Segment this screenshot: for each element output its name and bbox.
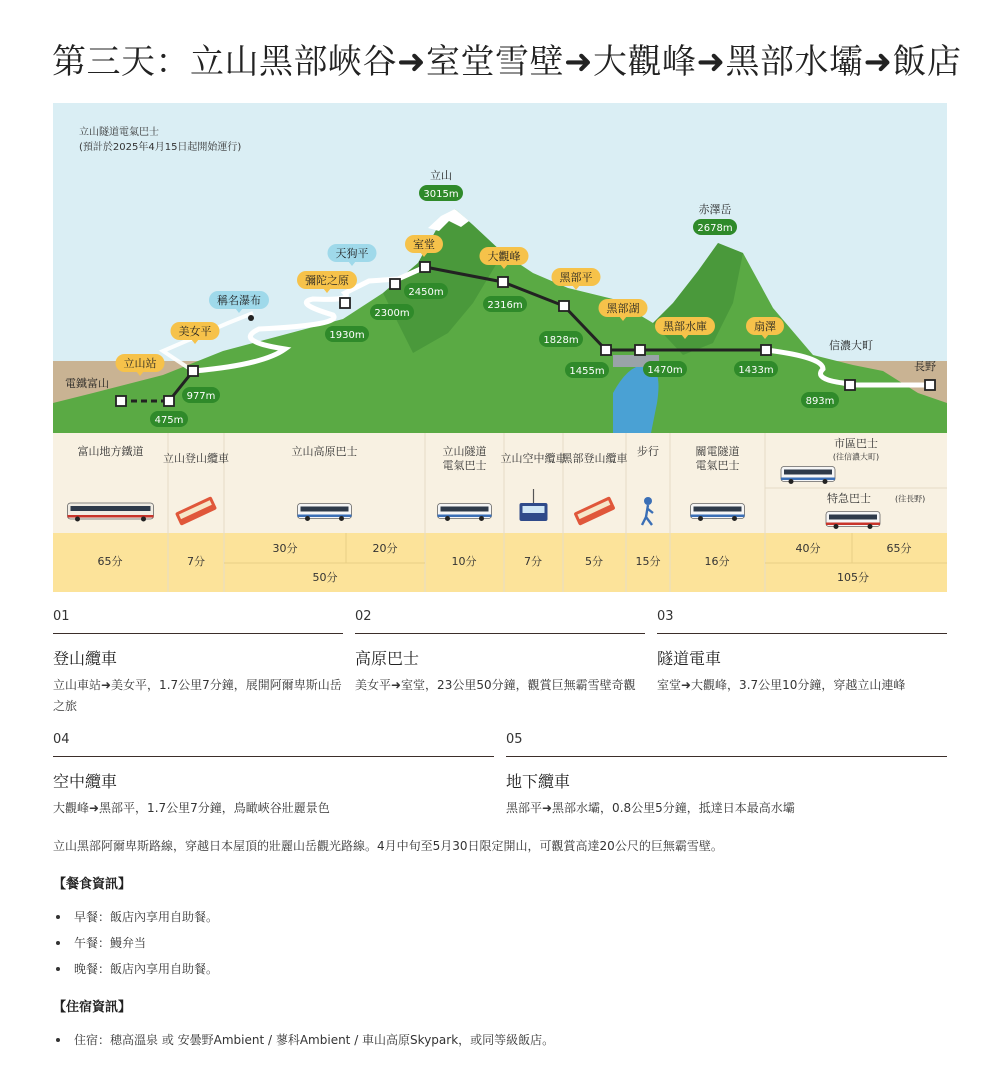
travel-time: 10分: [451, 555, 477, 568]
page-title: 第三天：立山黑部峽谷➜室堂雪壁➜大觀峰➜黑部水壩➜飯店: [52, 42, 962, 82]
section-02: [355, 609, 645, 709]
station-label: 稱名瀑布: [217, 294, 261, 307]
travel-time: 65分: [97, 555, 123, 568]
station-marker: [390, 279, 400, 289]
electric-bus-icon-wheel: [479, 516, 484, 521]
transport-subtitle: (往長野): [895, 494, 926, 504]
section-number: 05: [506, 732, 523, 747]
station-label: 彌陀之原: [305, 274, 349, 287]
train-icon-wheel: [75, 517, 80, 522]
ropeway-icon: [523, 506, 545, 513]
transport-name: 特急巴士: [827, 492, 871, 505]
train-icon-wheel: [141, 517, 146, 522]
bus-icon-stripe: [781, 478, 835, 481]
list-item: 晚餐：飯店內享用自助餐。: [53, 956, 218, 982]
transport-name: 電氣巴士: [695, 459, 740, 472]
station-label: 黑部平: [559, 271, 593, 284]
section-description: 大觀峰➜黑部平，1.7公里7分鐘，鳥瞰峽谷壯麗景色: [53, 801, 330, 815]
train-icon-stripe: [68, 515, 154, 518]
transport-name: 立山登山纜車: [163, 452, 229, 465]
elevation-label: 3015m: [423, 189, 459, 200]
electric-bus-icon-wheel: [445, 516, 450, 521]
station-label: 黑部水庫: [663, 320, 707, 333]
travel-time: 65分: [886, 542, 912, 555]
section-number: 02: [355, 609, 372, 624]
list-item: 午餐：鰻弁当: [53, 930, 218, 956]
station-label: 大觀峰: [487, 250, 521, 263]
transport-subtitle: (往信濃大町): [832, 452, 880, 462]
section-description: 立山車站➜美女平，1.7公里7分鐘，展開阿爾卑斯山岳之旅: [53, 678, 342, 713]
travel-time: 5分: [585, 555, 603, 568]
station-marker: [116, 396, 126, 406]
station-marker: [340, 298, 350, 308]
section-01: [53, 609, 343, 713]
lodging-heading: 【住宿資訊】: [53, 1000, 132, 1015]
express-bus-icon-stripe: [826, 523, 880, 526]
note-line-1: 立山隧道電氣巴士: [79, 127, 159, 138]
station-marker: [635, 345, 645, 355]
electric-bus-icon-stripe: [691, 515, 745, 518]
section-description: 美女平➜室堂，23公里50分鐘，觀賞巨無霸雪壁奇觀: [355, 678, 636, 692]
elevation-label: 475m: [154, 415, 184, 426]
travel-time: 40分: [795, 542, 821, 555]
transport-name: 立山空中纜車: [500, 452, 567, 465]
elevation-label: 893m: [805, 396, 835, 407]
section-divider: [53, 633, 343, 634]
travel-time: 30分: [272, 542, 298, 555]
transport-name: 立山高原巴士: [291, 445, 358, 458]
electric-bus-icon-windows: [441, 507, 489, 512]
elevation-label: 2450m: [408, 287, 444, 298]
elevation-label: 1828m: [543, 335, 579, 346]
station-marker: [164, 396, 174, 406]
note-line-2: (預計於2025年4月15日起開始運行): [79, 142, 242, 153]
station-marker: [925, 380, 935, 390]
section-number: 03: [657, 609, 674, 624]
electric-bus-icon-wheel: [698, 516, 703, 521]
list-item: 早餐：飯店內享用自助餐。: [53, 904, 218, 930]
section-heading: 登山纜車: [53, 649, 118, 668]
section-divider: [657, 633, 947, 634]
section-divider: [506, 756, 947, 757]
transport-name: 黑部登山纜車: [561, 452, 628, 465]
travel-time: 7分: [187, 555, 205, 568]
section-03: [657, 609, 947, 709]
walking-person-icon: [644, 497, 652, 505]
station-marker: [601, 345, 611, 355]
meals-heading: 【餐食資訊】: [53, 877, 132, 892]
route-illustration: [53, 103, 947, 592]
elevation-label: 1470m: [647, 365, 683, 376]
route-intro: 立山黑部阿爾卑斯路線，穿越日本屋頂的壯麗山岳觀光路線。4月中旬至5月30日限定開山，可觀賞高達20公尺的巨無霸雪壁。: [53, 839, 723, 853]
train-icon-windows: [71, 506, 151, 511]
express-bus-icon-wheel: [868, 524, 873, 529]
travel-time: 7分: [524, 555, 542, 568]
section-number: 04: [53, 732, 70, 747]
section-description: 室堂➜大觀峰，3.7公里10分鐘，穿越立山連峰: [657, 678, 906, 692]
travel-time: 15分: [635, 555, 661, 568]
electric-bus-icon-wheel: [732, 516, 737, 521]
station-marker: [188, 366, 198, 376]
station-label: 美女平: [178, 325, 212, 338]
bus-icon-windows: [784, 470, 832, 475]
transport-name: 關電隧道: [695, 445, 740, 458]
express-bus-icon-wheel: [834, 524, 839, 529]
station-marker: [498, 277, 508, 287]
bus-icon-stripe: [298, 515, 352, 518]
section-05: [506, 732, 947, 815]
bus-icon-wheel: [789, 479, 794, 484]
travel-time: 20分: [372, 542, 398, 555]
section-heading: 地下纜車: [506, 772, 571, 791]
section-heading: 高原巴士: [355, 649, 420, 668]
travel-time: 105分: [837, 571, 869, 584]
transport-name: 電氣巴士: [442, 459, 487, 472]
station-label: 天狗平: [335, 247, 369, 260]
transport-name: 富山地方鐵道: [77, 445, 144, 458]
section-description: 黑部平➜黑部水壩，0.8公里5分鐘，抵達日本最高水壩: [506, 801, 795, 815]
station-label: 黑部湖: [606, 302, 640, 315]
peak-name: 赤澤岳: [698, 203, 732, 216]
travel-time: 50分: [312, 571, 338, 584]
transport-name: 立山隧道: [442, 445, 487, 458]
station-label: 電鐵富山: [65, 377, 109, 390]
elevation-label: 1433m: [738, 365, 774, 376]
station-marker: [420, 262, 430, 272]
route-map: [53, 103, 947, 592]
bus-icon-wheel: [823, 479, 828, 484]
peak-name: 立山: [430, 169, 452, 182]
section-heading: 隧道電車: [657, 649, 722, 668]
electric-bus-icon-windows: [694, 507, 742, 512]
elevation-label: 2316m: [487, 300, 523, 311]
elevation-label: 977m: [186, 391, 216, 402]
station-marker: [559, 301, 569, 311]
waterfall-marker: [248, 315, 254, 321]
station-marker: [761, 345, 771, 355]
transport-name: 步行: [637, 445, 659, 458]
section-heading: 空中纜車: [53, 772, 118, 791]
station-label: 信濃大町: [829, 339, 873, 352]
lodging-list: [53, 1027, 554, 1053]
section-04: [53, 732, 494, 815]
section-divider: [355, 633, 645, 634]
route-note: [79, 125, 241, 155]
station-label: 長野: [914, 360, 936, 373]
travel-time: 16分: [704, 555, 730, 568]
elevation-label: 2678m: [697, 223, 733, 234]
station-label: 扇澤: [754, 320, 776, 333]
station-label: 立山站: [123, 357, 157, 370]
station-label: 室堂: [413, 238, 435, 251]
electric-bus-icon-stripe: [438, 515, 492, 518]
elevation-label: 1930m: [329, 330, 365, 341]
section-number: 01: [53, 609, 70, 624]
meals-list: [53, 904, 218, 982]
bus-icon-wheel: [305, 516, 310, 521]
elevation-label: 1455m: [569, 366, 605, 377]
bus-icon-windows: [301, 507, 349, 512]
elevation-label: 2300m: [374, 308, 410, 319]
list-item: 住宿：穂高溫泉 或 安曇野Ambient / 蓼科Ambient / 車山高原Skypark，或同等級飯店。: [53, 1027, 554, 1053]
express-bus-icon-windows: [829, 515, 877, 520]
transport-name: 市區巴士: [834, 437, 878, 450]
station-marker: [845, 380, 855, 390]
bus-icon-wheel: [339, 516, 344, 521]
section-divider: [53, 756, 494, 757]
